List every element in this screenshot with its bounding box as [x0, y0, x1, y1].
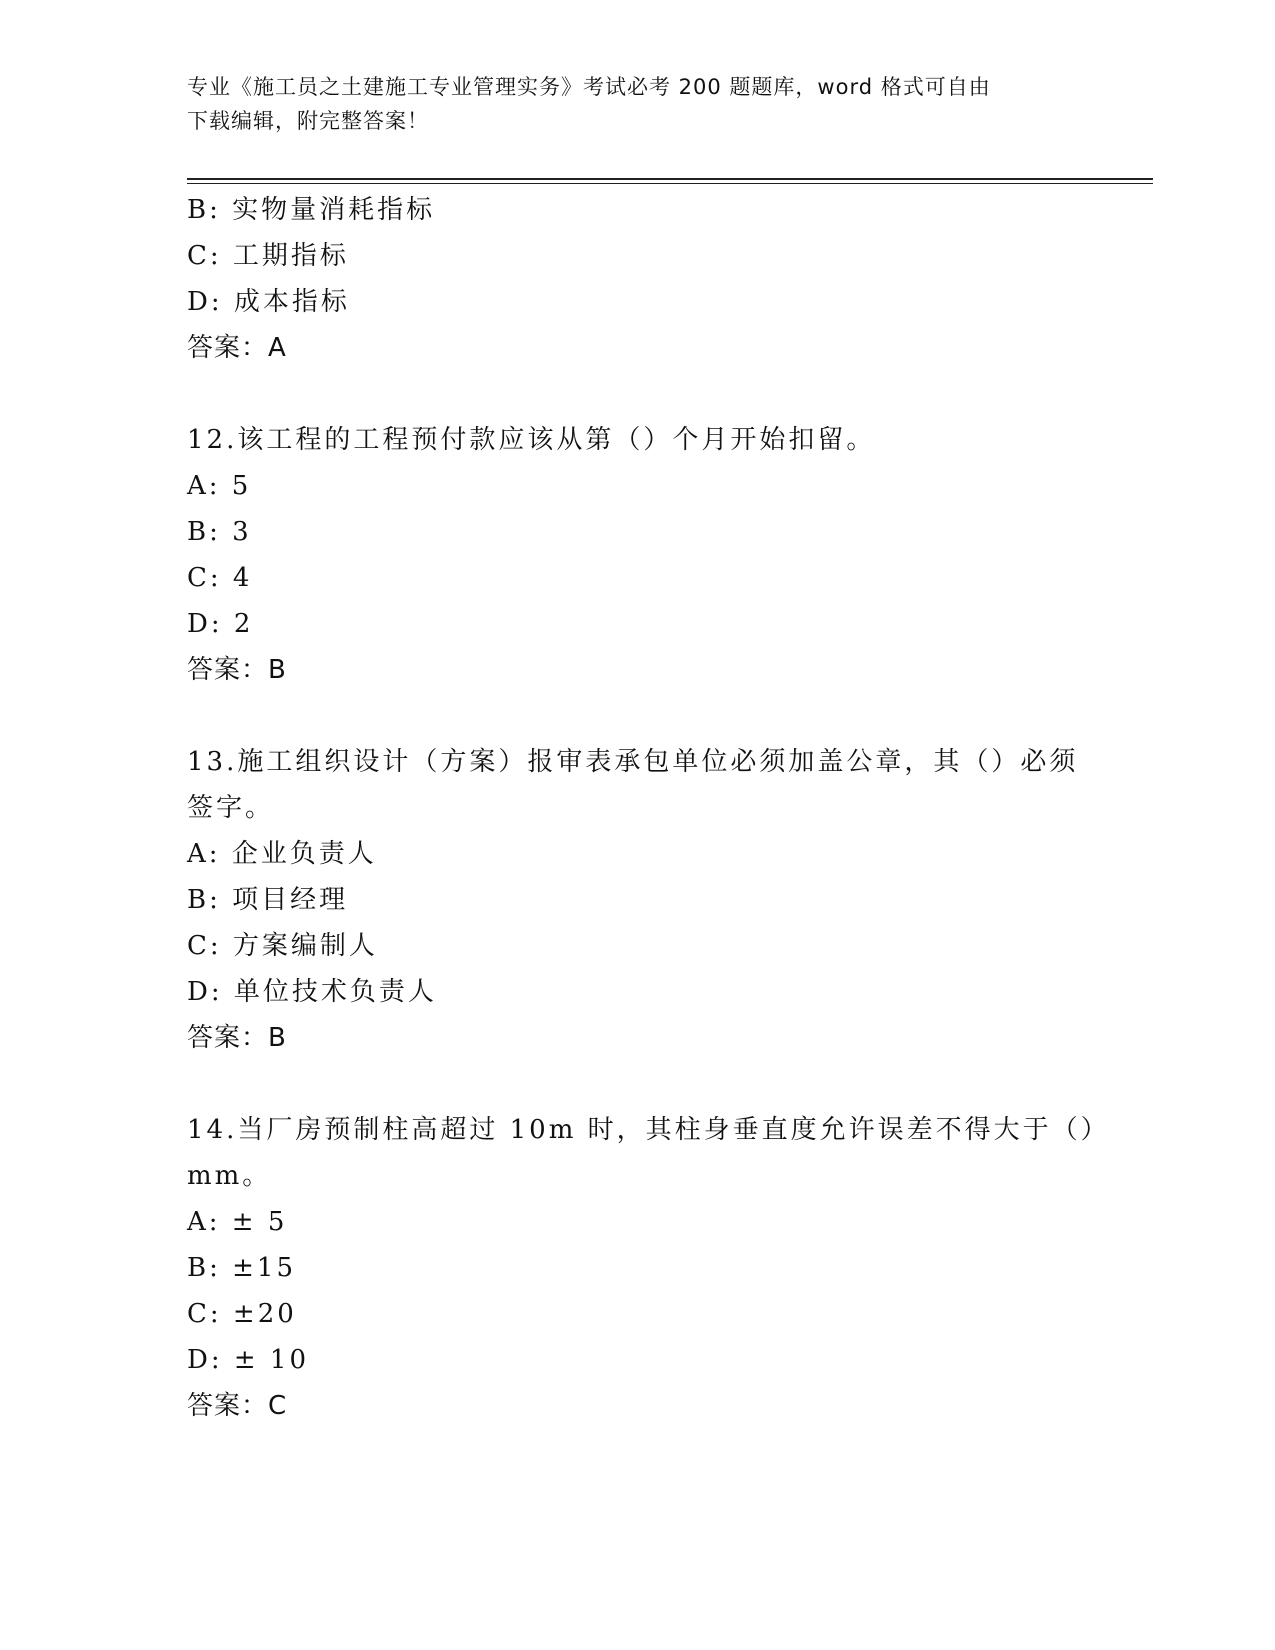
option-b: B: ±15: [187, 1253, 296, 1283]
option-c: C: 工期指标: [187, 241, 349, 271]
answer-line: 答案：A: [187, 333, 287, 363]
option-d: D: 单位技术负责人: [187, 977, 437, 1007]
header-divider-thick: [187, 178, 1153, 180]
question-stem-continued: mm。: [187, 1161, 272, 1191]
option-c: C: 方案编制人: [187, 931, 378, 961]
question-stem: 13.施工组织设计（方案）报审表承包单位必须加盖公章，其（）必须: [187, 747, 1079, 777]
option-b: B: 项目经理: [187, 885, 349, 915]
option-a: A: ± 5: [187, 1207, 288, 1237]
answer-line: 答案：B: [187, 1023, 287, 1053]
option-b: B: 3: [187, 517, 252, 547]
option-c: C: 4: [187, 563, 253, 593]
question-11-tail: [187, 187, 1087, 371]
option-d: D: ± 10: [187, 1345, 310, 1375]
document-body: [187, 187, 1110, 1429]
question-14: [187, 1107, 1110, 1429]
option-d: D: 2: [187, 609, 254, 639]
option-a: A: 企业负责人: [187, 839, 377, 869]
question-stem: 14.当厂房预制柱高超过 10m 时，其柱身垂直度允许误差不得大于（）: [187, 1115, 1110, 1145]
question-13: [187, 739, 1087, 1061]
question-12: [187, 417, 1087, 693]
option-c: C: ±20: [187, 1299, 297, 1329]
option-a: A: 5: [187, 471, 252, 501]
question-stem-continued: 签字。: [187, 793, 275, 823]
header-line-2: 下载编辑，附完整答案！: [187, 109, 429, 133]
answer-line: 答案：C: [187, 1391, 288, 1421]
header-divider-thin: [187, 183, 1153, 184]
header-line-1: 专业《施工员之土建施工专业管理实务》考试必考 200 题题库，word 格式可自由: [187, 75, 991, 99]
answer-line: 答案：B: [187, 655, 287, 685]
option-d: D: 成本指标: [187, 287, 350, 317]
document-header: [187, 70, 1067, 138]
option-b: B: 实物量消耗指标: [187, 195, 436, 225]
question-stem: 12.该工程的工程预付款应该从第（）个月开始扣留。: [187, 425, 876, 455]
